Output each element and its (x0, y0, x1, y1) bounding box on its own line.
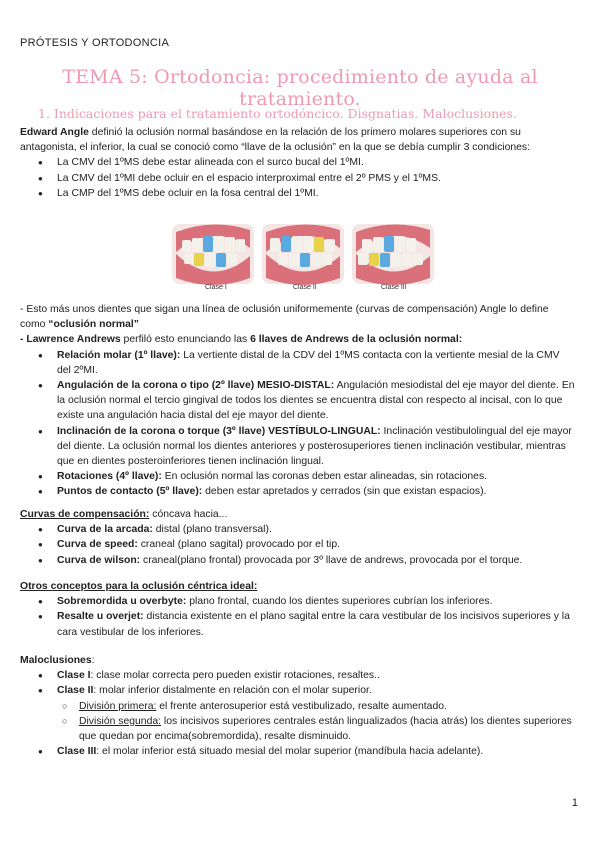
teeth-illustration (172, 218, 434, 294)
list-item: ● Angulación de la corona o tipo (2º llave) MESIO-DISTAL: Angulación mesiodistal del eje mayor del diente. En la oclusión normal el tercio gingival de todos los dientes se encuentra distal con respecto al incisal, con lo que existe una angulación hacia distal del eje mayor del diente. (20, 378, 575, 424)
otros-list (20, 594, 575, 640)
list-item: ● Curva de speed: craneal (plano sagital) provocado por el tip. (20, 537, 575, 552)
section-subheading: Otros conceptos para la oclusión céntrica ideal: (20, 581, 258, 592)
page-header: PRÓTESIS Y ORTODONCIA (20, 37, 170, 49)
list-item: ● Sobremordida u overbyte: plano frontal, cuando los dientes superiores cubrían los inferiores. (20, 594, 575, 609)
list-item: ● La CMP del 1ºMS debe ocluir en la fosa central del 1ºMI. (20, 186, 575, 201)
page-title: TEMA 5: Ortodoncia: procedimiento de ayuda al tratamiento. (62, 66, 538, 110)
maloclusiones-list-cont (20, 744, 575, 759)
clase-i-image (172, 224, 254, 285)
conditions-list (20, 155, 575, 201)
paragraph: - Esto más unos dientes que sigan una línea de oclusión uniformemente (curvas de compensación) Angle lo define como “oclusión normal” (20, 304, 549, 331)
page-number: 1 (571, 797, 578, 809)
occlusion-classes-figure (172, 218, 434, 294)
curvas-list (20, 522, 575, 568)
list-item: ● Relación molar (1º llave): La vertiente distal de la CDV del 1ºMS contacta con la vertiente mesial de la CMV del 2ºMI. (20, 348, 575, 378)
curvas-section (20, 507, 575, 568)
intro-text: definió la oclusión normal basándose en la relación de los primero molares superiores con su antagonista, el inferior, la cual se conoció como “llave de la oclusión” en la que se debía cumplir 3 condiciones: (20, 127, 531, 154)
list-item: ● Curva de la arcada: distal (plano transversal). (20, 522, 575, 537)
list-item: ● Clase I: clase molar correcta pero pueden existir rotaciones, resaltes.. (20, 668, 575, 683)
list-item: ● Clase III: el molar inferior está situado mesial del molar superior (mandíbula hacia adelante). (20, 744, 575, 759)
list-item: ● La CMV del 1ºMS debe estar alineada con el surco bucal del 1ºMI. (20, 155, 575, 170)
clase-ii-image (262, 224, 344, 285)
author-name: Edward Angle (20, 127, 89, 138)
section-heading: 1. Indicaciones para el tratamiento ortodóncico. Disgnatias. Maloclusiones. (38, 106, 517, 121)
list-item: ● La CMV del 1ºMI debe ocluir en el espacio interproximal entre el 2º PMS y el 1ºMS. (20, 171, 575, 186)
list-item: ● Clase II: molar inferior distalmente en relación con el molar superior. (20, 683, 575, 698)
division-list (20, 699, 575, 745)
section-subheading: Curvas de compensación: cóncava hacia... (20, 509, 228, 520)
list-item: ● Inclinación de la corona o torque (3º llave) VESTÍBULO-LINGUAL: Inclinación vestibulolingual del eje mayor del diente. La oclusión normal los dientes anteriores y posterosuperiores tienen inclinación vestibular, mientras que en dientes posteroinferiores tienen inclinación lingual. (20, 424, 575, 470)
list-item: ● Resalte u overjet: distancia existente en el plano sagital entre la cara vestibular de los incisivos superiores y la cara vestibular de los inferiores. (20, 609, 575, 639)
maloclusiones-section (20, 653, 575, 759)
list-item: ● Curva de wilson: craneal(plano frontal) provocada por 3º llave de andrews, provocada por el torque. (20, 553, 575, 568)
otros-section (20, 579, 575, 640)
list-item: ○ División primera: el frente anterosuperior está vestibulizado, resalte aumentado. (20, 699, 575, 714)
list-item: ● Puntos de contacto (5º llave): deben estar apretados y cerrados (sin que existan espacios). (20, 484, 575, 499)
list-item: ● Rotaciones (4º llave): En oclusión normal las coronas deben estar alineadas, sin rotaciones. (20, 469, 575, 484)
list-item: ○ División segunda: los incisivos superiores centrales están lingualizados (hacia atrás) los dientes superiores que quedan por encima(sobremordida), resalte disminuido. (20, 714, 575, 744)
maloclusiones-list (20, 668, 575, 698)
section-subheading: Maloclusiones: (20, 655, 95, 666)
paragraph: - Lawrence Andrews perfiló esto enunciando las 6 llaves de Andrews de la oclusión normal: (20, 334, 463, 346)
andrews-section (20, 302, 575, 500)
clase-iii-image (352, 224, 434, 285)
figure-caption: Clase II (293, 284, 317, 291)
figure-caption: Clase III (381, 284, 407, 291)
intro-paragraph (20, 125, 575, 201)
andrews-keys-list (20, 348, 575, 500)
figure-caption: Clase I (205, 284, 227, 291)
